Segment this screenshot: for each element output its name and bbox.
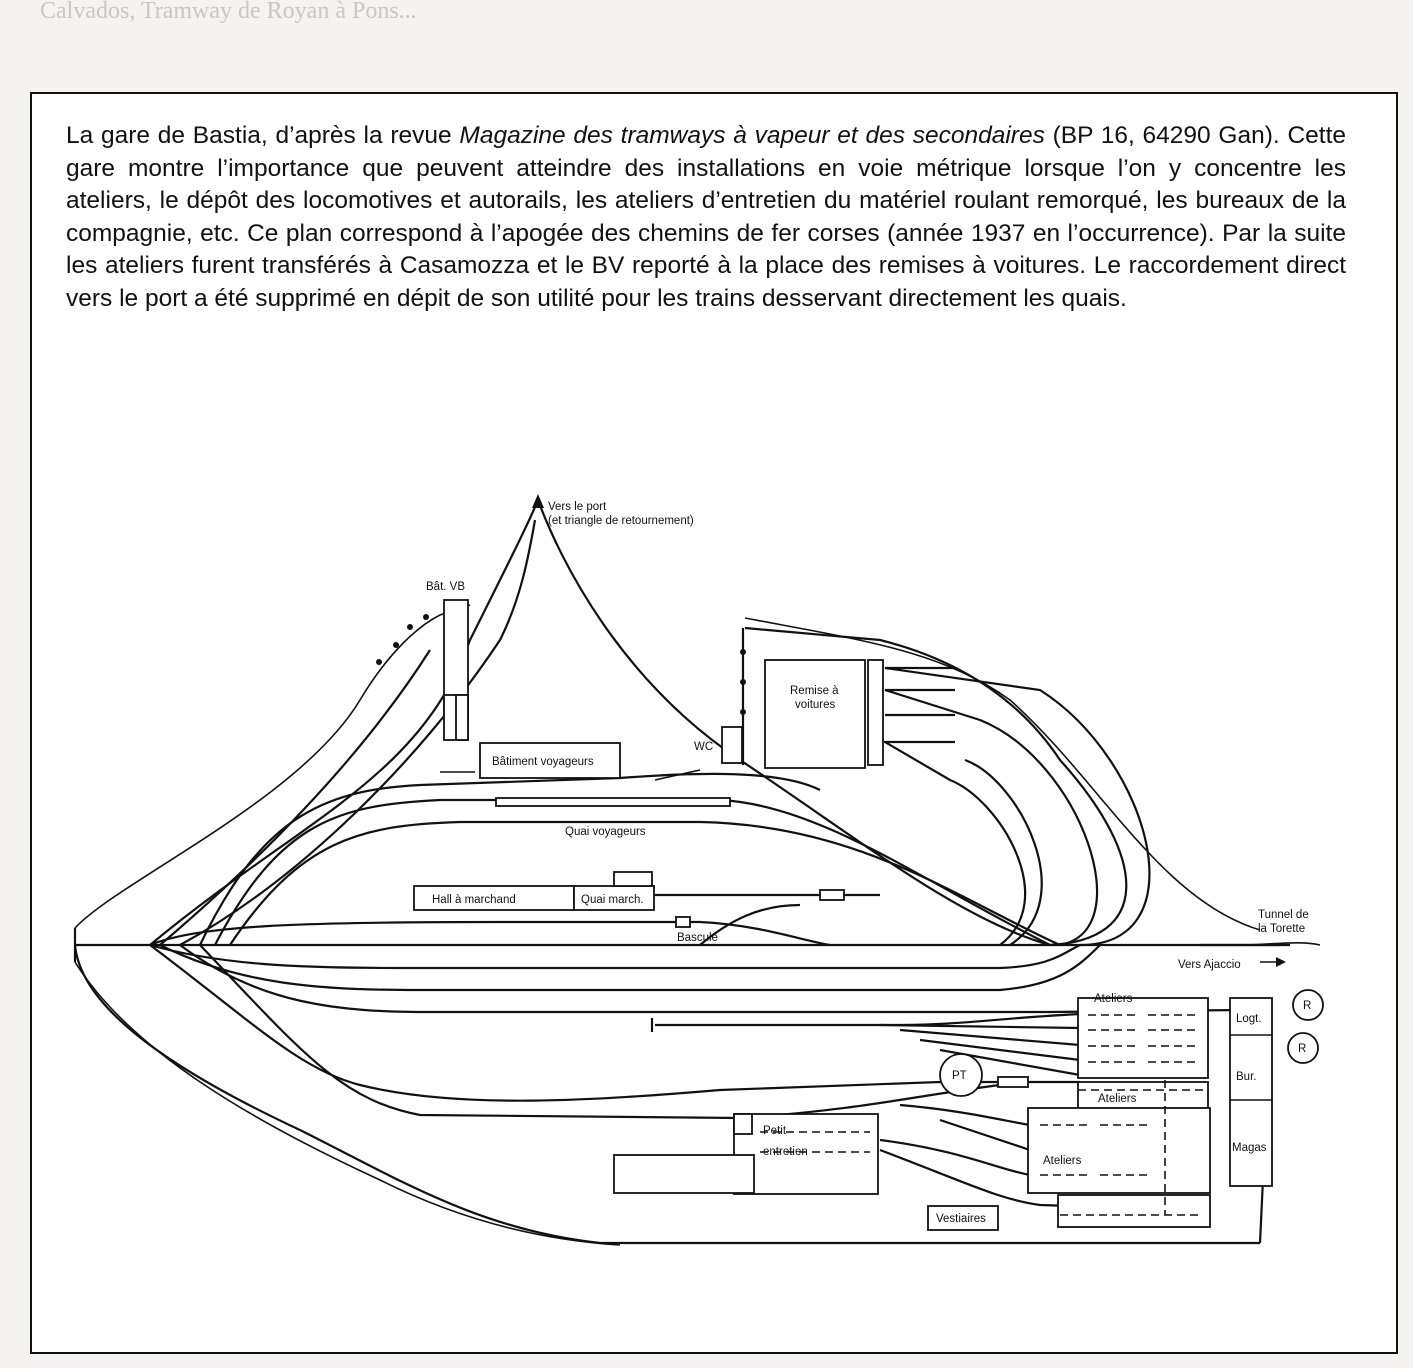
label-tunnel-2: la Torette — [1258, 923, 1306, 935]
label-bur: Bur. — [1236, 1071, 1257, 1083]
bascule-scale — [676, 917, 690, 927]
label-vers-port-2: (et triangle de retournement) — [548, 515, 694, 527]
ajaccio-arrow-icon — [1276, 957, 1286, 967]
label-logt: Logt. — [1236, 1013, 1262, 1025]
quai-march-shed — [614, 872, 652, 886]
label-hall-marchand: Hall à marchand — [432, 894, 516, 906]
background-page-text: Calvados, Tramway de Royan à Pons... — [40, 0, 417, 24]
buildings — [414, 600, 1323, 1230]
port-arrow-icon — [532, 494, 544, 508]
label-bat-vb: Bât. VB — [426, 581, 465, 593]
label-pt: PT — [952, 1070, 967, 1082]
label-quai-voyageurs: Quai voyageurs — [565, 826, 646, 838]
caption-text-1: La gare de Bastia, d’après la revue — [66, 122, 460, 149]
label-r1: R — [1303, 1000, 1312, 1012]
quai-voyageurs-platform — [496, 798, 730, 806]
caption-text-2: (BP 16, 64290 Gan). Cette gare montre l’importance que peuvent atteindre des installations en voie métrique lorsque l’on y concentre les ateliers, le dépôt des locomotives et autorails, les ateliers d’entretien du matériel roulant remorqué, les bureaux de la compagnie, etc. Ce plan correspond à l’apogée des chemins de fer corses (année 1937 en l’occurrence). Par la suite les ateliers furent transférés à Casamozza et le BV reporté à la place des remises à voitures. Le raccordement direct vers le port a été supprimé en dépit de son utilité pour les trains desservant directement les quais. — [66, 122, 1347, 312]
label-quai-march: Quai march. — [581, 894, 644, 906]
logt-bur-magas-building — [1230, 998, 1272, 1186]
remise-door-bank — [868, 660, 883, 765]
remise-voitures-building — [765, 660, 865, 768]
label-bascule: Bascule — [677, 932, 718, 944]
ateliers-top-building — [1078, 998, 1208, 1078]
label-remise-2: voitures — [795, 699, 836, 711]
label-vestiaires: Vestiaires — [936, 1213, 986, 1225]
petit-entretien-shed — [614, 1155, 754, 1193]
label-petit-1: Petit — [763, 1125, 787, 1137]
label-ateliers-mid: Ateliers — [1098, 1093, 1137, 1105]
label-petit-2: entretien — [763, 1146, 808, 1158]
label-vers-port-1: Vers le port — [548, 501, 607, 513]
bat-vb-annex-2 — [456, 695, 468, 740]
label-wc: WC — [694, 741, 714, 753]
turntable-bridge — [998, 1077, 1028, 1087]
label-batiment-voyageurs: Bâtiment voyageurs — [492, 756, 594, 768]
wc-building — [722, 727, 742, 763]
wagon-marker — [820, 890, 844, 900]
caption-magazine-title: Magazine des tramways à vapeur et des secondaires — [459, 122, 1045, 149]
petit-entretien-office — [734, 1114, 752, 1134]
ateliers-low-building — [1028, 1108, 1210, 1193]
ateliers-low-annex — [1058, 1195, 1210, 1227]
label-ateliers-top: Ateliers — [1094, 993, 1133, 1005]
label-tunnel-1: Tunnel de — [1258, 909, 1309, 921]
label-remise-1: Remise à — [790, 685, 839, 697]
label-r2: R — [1298, 1043, 1307, 1055]
label-ateliers-low: Ateliers — [1043, 1155, 1082, 1167]
label-magas: Magas — [1232, 1142, 1267, 1154]
label-vers-ajaccio: Vers Ajaccio — [1178, 959, 1241, 971]
